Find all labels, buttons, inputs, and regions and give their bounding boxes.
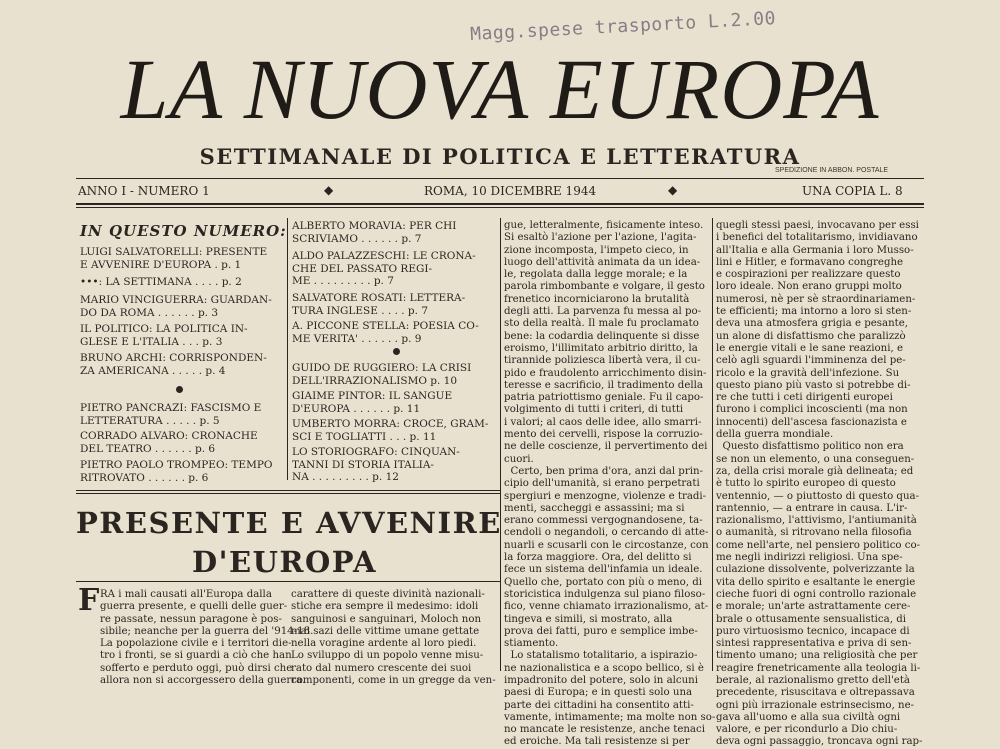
- toc-entry: UMBERTO MORRA: CROCE, GRAM- SCI E TOGLIATTI . . . p. 11: [292, 418, 489, 443]
- diamond-ornament-icon: ◆: [668, 183, 678, 197]
- postal-note: SPEDIZIONE IN ABBON. POSTALE: [775, 167, 889, 174]
- rule-top: [76, 178, 924, 179]
- postage-stamp-text: Magg.spese trasporto L.2.00: [469, 8, 777, 45]
- toc-entry: ALDO PALAZZESCHI: LE CRONA- CHE DEL PASSATO REGI- ME . . . . . . . . . p. 7: [292, 250, 476, 287]
- toc-entry: IL POLITICO: LA POLITICA IN- GLESE E L'ITALIA . . . p. 3: [80, 323, 248, 348]
- newspaper-subtitle: SETTIMANALE DI POLITICA E LETTERATURA: [199, 144, 801, 169]
- toc-entry: SALVATORE ROSATI: LETTERA- TURA INGLESE . . . . p. 7: [292, 292, 466, 317]
- toc-divider: [287, 218, 288, 480]
- rule-double-2: [76, 207, 924, 208]
- bullet-ornament-icon: [176, 386, 183, 393]
- toc-bottom-rule-2: [76, 493, 500, 494]
- toc-entry: A. PICCONE STELLA: POESIA CO- ME VERITA' . . . . . . p. 9: [292, 320, 479, 345]
- toc-entry: GUIDO DE RUGGIERO: LA CRISI DELL'IRRAZIONALISMO p. 10: [292, 362, 472, 387]
- newspaper-masthead: LA NUOVA EUROPA: [120, 41, 880, 137]
- toc-entry: PIETRO PAOLO TROMPEO: TEMPO RITROVATO . . . . . . p. 6: [80, 459, 273, 484]
- toc-entry: LO STORIOGRAFO: CINQUAN- TANNI DI STORIA ITALIA- NA . . . . . . . . . p. 12: [292, 446, 460, 483]
- article-column-2: carattere di queste divinità nazionali- stiche era sempre il medesimo: idoli sanguinosi e sanguinari, Moloch non mai sazi delle vittime umane gettate nella voragine ardente al loro piedi. Lo sviluppo di un popolo venne misu- rato dal numero crescente dei suoi componenti, come in un gregge da ven-: [291, 589, 496, 687]
- toc-entry: BRUNO ARCHI: CORRISPONDEN- ZA AMERICANA . . . . . p. 4: [80, 352, 267, 377]
- article-column-4: quegli stessi paesi, invocavano per essi i benefici del totalitarismo, invidiavano all'Italia e alla Germania i loro Musso- lini e Hitler, e formavano congreghe e cospirazioni per realizzare questo loro ideale. Non erano gruppi molto numerosi, nè per sè straordinariamen- te efficienti; ma intorno a loro si sten- deva una atmosfera grigia e pesante, un alone di disfattismo che paralizzò le energie vitali e le sane reazioni, e celò agli sguardi l'imminenza del pe- ricolo e la gravità dell'infezione. Su questo piano più vasto si potrebbe di- re che tutti i ceti dirigenti europei furono i complici incoscienti (ma non innocenti) dell'ascesa fascionazista e della guerra mondiale. Questo disfattismo politico non era se non un elemento, o una conseguen- za, della crisi morale già delineata; ed è tutto lo spirito europeo di questo ventennio, — o piuttosto di questo qua- rantennio, — a entrare in causa. L'ir- razionalismo, l'attivismo, l'antiumanità o aumanità, si ritrovano nella filosofia come nell'arte, nel pensiero politico co- me negli indirizzi religiosi. Una spe- culazione dissolvente, polverizzante la vita dello spirito e esaltante le energie cieche fuori di ogni controllo razionale e morale; un'arte astrattamente cere- brale o ottusamente sensualistica, di puro virtuosismo tecnico, incapace di sintesi rappresentativa e priva di sen- timento umano; una religiosità che per reagire frenetricamente alla teologia li- berale, al razionalismo gretto dell'età precedente, risuscitava e oltrepassava ogni più irrazionale estrinsecismo, ne- gava all'uomo e alla sua civiltà ogni valore, e per ricondurlo a Dio chiu- deva ogni passaggio, troncava ogni rap-: [716, 220, 923, 748]
- toc-entry: CORRADO ALVARO: CRONACHE DEL TEATRO . . . . . . p. 6: [80, 430, 258, 455]
- article-column-1: RA i mali causati all'Europa dalla guerra presente, e quelli delle guer- re passate, nessun paragone è pos- sibile; neanche per la guerra del '914-18. La popolazione civile e i territori die- tro i fronti, se si guardi a ciò che han sofferto e perduto oggi, può dirsi che allora non si accorgessero della guerra.: [100, 589, 314, 687]
- toc-bottom-rule: [76, 490, 500, 491]
- toc-entry: PIETRO PANCRAZI: FASCISMO E LETTERATURA . . . . . p. 5: [80, 402, 262, 427]
- issue-number: ANNO I - NUMERO 1: [78, 184, 210, 198]
- toc-entry: GIAIME PINTOR: IL SANGUE D'EUROPA . . . . . . p. 11: [292, 390, 453, 415]
- toc-entry: ALBERTO MORAVIA: PER CHI SCRIVIAMO . . . . . . p. 7: [292, 220, 457, 245]
- article-title-line2: D'EUROPA: [192, 545, 377, 579]
- rule-double: [76, 203, 924, 205]
- article-column-3: gue, letteralmente, fisicamente inteso. Si esaltò l'azione per l'azione, l'agita- zione incomposta, l'impeto cieco, in luogo dell'attività animata da un idea- le, regolata dalla legge morale; e la parola rimbombante e volgare, il gesto frenetico incorniciarono la brutalità degli atti. La parvenza fu messa al po- sto della realtà. Il male fu proclamato bene: la codardia delinquente si disse eroismo, l'illimitato arbitrio diritto, la tirannide poliziesca libertà vera, il cu- pido e fraudolento arricchimento disin- teresse e sacrificio, il tradimento della patria patriottismo geniale. Fu il capo- volgimento di tutti i criteri, di tutti i valori; al caos delle idee, allo smarri- mento dei cervelli, rispose la corruzio- ne delle coscienze, il pervertimento dei cuori. Certo, ben prima d'ora, anzi dal prin- cipio dell'umanità, si erano perpetrati spergiuri e menzogne, violenze e tradi- menti, saccheggi e assassini; ma si erano commessi vergognandosene, ta- cendoli o negandoli, o cercando di atte- nuarli e scusarli con le circostanze, con la forza maggiore. Ora, del delitto si fece un sistema dell'infamia un ideale. Quello che, portato con più o meno, di storicistica indulgenza sul piano filoso- fico, venne chiamato irrazionalismo, at- tingeva e simili, si mostrato, alla prova dei fatti, puro e semplice imbe- stiamento. Lo statalismo totalitario, a ispirazio- ne nazionalistica e a scopo bellico, si è impadronito del potere, solo in alcuni paesi di Europa; e in questi solo una parte dei cittadini ha consentito atti- vamente, intimamente; ma molte non so- no mancate le resistenze, anche tenaci ed eroiche. Ma tali resistenze si per: [504, 220, 716, 748]
- drop-cap: F: [78, 583, 100, 618]
- column-divider: [500, 218, 501, 671]
- bullet-ornament-icon: [393, 348, 400, 355]
- diamond-ornament-icon: ◆: [324, 183, 334, 197]
- column-divider: [712, 218, 713, 671]
- toc-entry: LUIGI SALVATORELLI: PRESENTE E AVVENIRE D'EUROPA . p. 1: [80, 246, 268, 271]
- issue-date: ROMA, 10 DICEMBRE 1944: [424, 184, 597, 198]
- issue-price: UNA COPIA L. 8: [802, 184, 903, 198]
- toc-entry: MARIO VINCIGUERRA: GUARDAN- DO DA ROMA . . . . . . p. 3: [80, 294, 272, 319]
- article-title: PRESENTE E AVVENIRE: [76, 506, 502, 540]
- toc-entry: •••: LA SETTIMANA . . . . p. 2: [80, 276, 242, 288]
- headline-rule: [76, 581, 500, 582]
- toc-title: IN QUESTO NUMERO:: [80, 222, 287, 240]
